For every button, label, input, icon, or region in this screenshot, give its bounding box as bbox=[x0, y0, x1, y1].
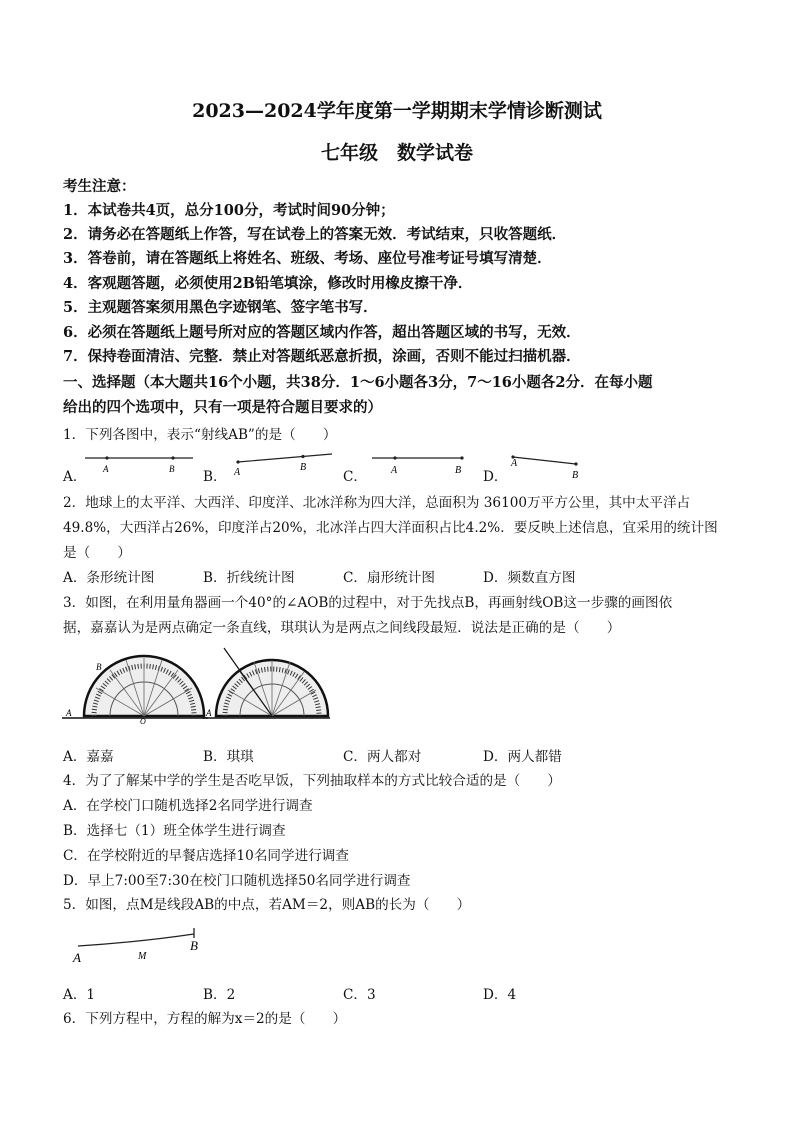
point-label: A bbox=[234, 467, 241, 478]
q3-option-a: A．嘉嘉 bbox=[63, 749, 114, 765]
notice-item: 6．必须在答题纸上题号所对应的答题区域内作答，超出答题区域的书写，无效． bbox=[63, 324, 581, 341]
q5-segment-figure bbox=[70, 924, 215, 970]
q1-figure-d bbox=[508, 448, 588, 480]
question-2-line: 是（ ） bbox=[63, 545, 131, 561]
notice-item: 4．客观题答题，必须使用2B铅笔填涂，修改时用橡皮擦干净． bbox=[63, 275, 473, 292]
notice-item: 1．本试卷共4页，总分100分，考试时间90分钟； bbox=[63, 202, 395, 219]
figure-label: A bbox=[66, 708, 72, 718]
q4-option-a: A．在学校门口随机选择2名同学进行调查 bbox=[63, 798, 313, 814]
question-4-stem: 4．为了了解某中学的学生是否吃早饭，下列抽取样本的方式比较合适的是（ ） bbox=[63, 773, 562, 789]
q4-option-d: D．早上7:00至7:30在校门口随机选择50名同学进行调查 bbox=[63, 873, 411, 889]
figure-label: B bbox=[96, 662, 102, 672]
notice-item: 5．主观题答案须用黑色字迹钢笔、签字笔书写． bbox=[63, 299, 378, 316]
exam-subtitle: 七年级 数学试卷 bbox=[320, 142, 473, 164]
q1-option-b: B． bbox=[203, 469, 227, 485]
point-label: B bbox=[572, 470, 579, 480]
q1-option-a: A． bbox=[63, 469, 87, 485]
q5-option-b: B．2 bbox=[203, 987, 236, 1003]
q1-figure-b bbox=[228, 448, 338, 478]
q3-option-c: C．两人都对 bbox=[343, 749, 422, 765]
figure-label: O bbox=[140, 717, 146, 724]
q5-option-c: C．3 bbox=[343, 987, 376, 1003]
q3-protractor-figure-1 bbox=[62, 648, 210, 724]
point-label: B bbox=[169, 464, 175, 474]
question-1-stem: 1．下列各图中，表示“射线AB”的是（ ） bbox=[63, 427, 337, 443]
q2-option-b: B．折线统计图 bbox=[203, 570, 295, 586]
question-2-line: 2．地球上的太平洋、大西洋、印度洋、北冰洋称为四大洋，总面积为 36100万平方公里，其中太平洋占 bbox=[63, 495, 691, 511]
point-label: A bbox=[391, 465, 398, 476]
figure-label: A bbox=[206, 708, 212, 718]
exam-title: 2023—2024学年度第一学期期末学情诊断测试 bbox=[192, 100, 602, 122]
point-label: A bbox=[511, 458, 518, 469]
q4-option-c: C．在学校附近的早餐店选择10名同学进行调查 bbox=[63, 848, 349, 864]
q1-option-d: D． bbox=[483, 469, 508, 485]
question-2-line: 49.8%，大西洋占26%，印度洋占20%，北冰洋占四大洋面积占比4.2%．要反映上述信息，宜采用的统计图 bbox=[63, 520, 718, 536]
section-heading: 一、选择题（本大题共16个小题，共38分．1～6小题各3分，7～16小题各2分．在每小题 bbox=[63, 374, 653, 391]
question-3-line: 3．如图，在利用量角器画一个40°的∠AOB的过程中，对于先找点B，再画射线OB这一步骤的画图依 bbox=[63, 595, 673, 611]
question-6-stem: 6．下列方程中，方程的解为x＝2的是（ ） bbox=[63, 1011, 347, 1027]
q3-protractor-figure-2 bbox=[202, 646, 332, 724]
point-label: B bbox=[190, 938, 198, 953]
question-5-stem: 5．如图，点M是线段AB的中点，若AM＝2，则AB的长为（ ） bbox=[63, 897, 471, 913]
point-label: A bbox=[103, 464, 109, 474]
q2-option-d: D．频数直方图 bbox=[483, 570, 576, 586]
point-label: M bbox=[138, 951, 147, 962]
q5-option-a: A．1 bbox=[63, 987, 96, 1003]
q2-option-c: C．扇形统计图 bbox=[343, 570, 435, 586]
point-label: B bbox=[300, 462, 307, 473]
notice-item: 7．保持卷面清洁、完整．禁止对答题纸恶意折损，涂画，否则不能过扫描机器． bbox=[63, 348, 581, 365]
question-3-line: 据，嘉嘉认为是两点确定一条直线，琪琪认为是两点之间线段最短．说法是正确的是（ ） bbox=[63, 620, 621, 636]
q4-option-b: B．选择七（1）班全体学生进行调查 bbox=[63, 823, 286, 839]
q1-option-c: C． bbox=[343, 469, 367, 485]
point-label: B bbox=[455, 465, 462, 476]
q5-option-d: D．4 bbox=[483, 987, 517, 1003]
q3-option-d: D．两人都错 bbox=[483, 749, 562, 765]
notice-item: 2．请务必在答题纸上作答，写在试卷上的答案无效．考试结束，只收答题纸． bbox=[63, 226, 567, 243]
point-label: A bbox=[73, 950, 81, 965]
notice-item: 3．答卷前，请在答题纸上将姓名、班级、考场、座位号准考证号填写清楚． bbox=[63, 250, 552, 267]
notice-heading: 考生注意： bbox=[63, 178, 136, 195]
q2-option-a: A．条形统计图 bbox=[63, 570, 155, 586]
section-heading-cont: 给出的四个选项中，只有一项是符合题目要求的） bbox=[63, 399, 382, 416]
q1-figure-c bbox=[370, 448, 470, 478]
q1-figure-a bbox=[85, 448, 195, 478]
q3-option-b: B．琪琪 bbox=[203, 749, 254, 765]
